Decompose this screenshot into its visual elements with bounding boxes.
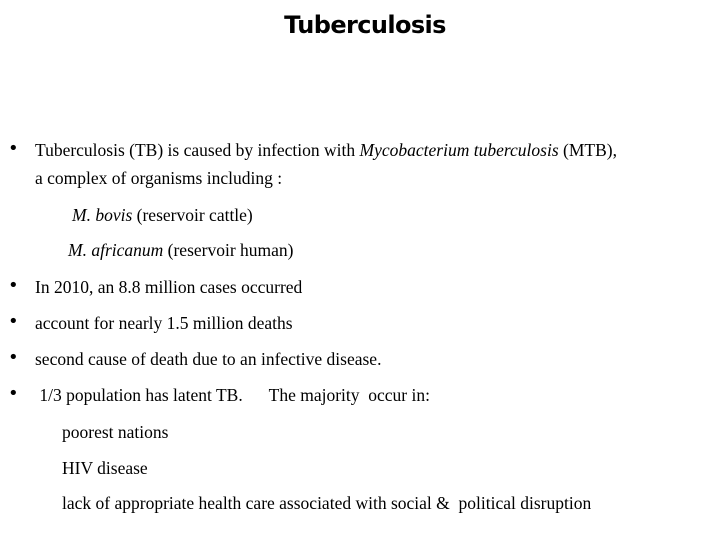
sub-item-health-care: lack of appropriate health care associated with social & political disruption [62,493,592,513]
bullet-deaths: account for nearly 1.5 million deaths [35,313,293,333]
bullet-tb-cause [35,140,617,160]
bullet-tb-cause-continuation: a complex of organisms including : [35,168,283,188]
bullet-latent-tb: 1/3 population has latent TB. The majority occur in: [35,385,430,405]
bullet-cases-2010: In 2010, an 8.8 million cases occurred [35,277,303,297]
bullet-marker: • [8,138,19,159]
page-title: Tuberculosis [284,11,446,39]
sub-item-m-bovis [72,205,253,225]
bullet-marker: • [8,383,19,404]
sub-item-poorest-nations: poorest nations [62,422,169,442]
bullet-second-cause: second cause of death due to an infective disease. [35,349,382,369]
bullet-marker: • [8,275,19,296]
reservoir-text: (reservoir cattle) [132,205,253,225]
species-name: M. bovis [72,205,133,225]
bullet-tb-cause-text: Tuberculosis (TB) is caused by infection with [35,140,360,160]
bullet-marker: • [8,311,19,332]
species-name: M. africanum [68,240,164,260]
bullet-tb-cause-suffix: (MTB), [558,140,617,160]
species-name: Mycobacterium tuberculosis [359,140,559,160]
sub-item-m-africanum [68,240,294,260]
sub-item-hiv-disease: HIV disease [62,458,148,478]
bullet-marker: • [8,347,19,368]
reservoir-text: (reservoir human) [163,240,294,260]
